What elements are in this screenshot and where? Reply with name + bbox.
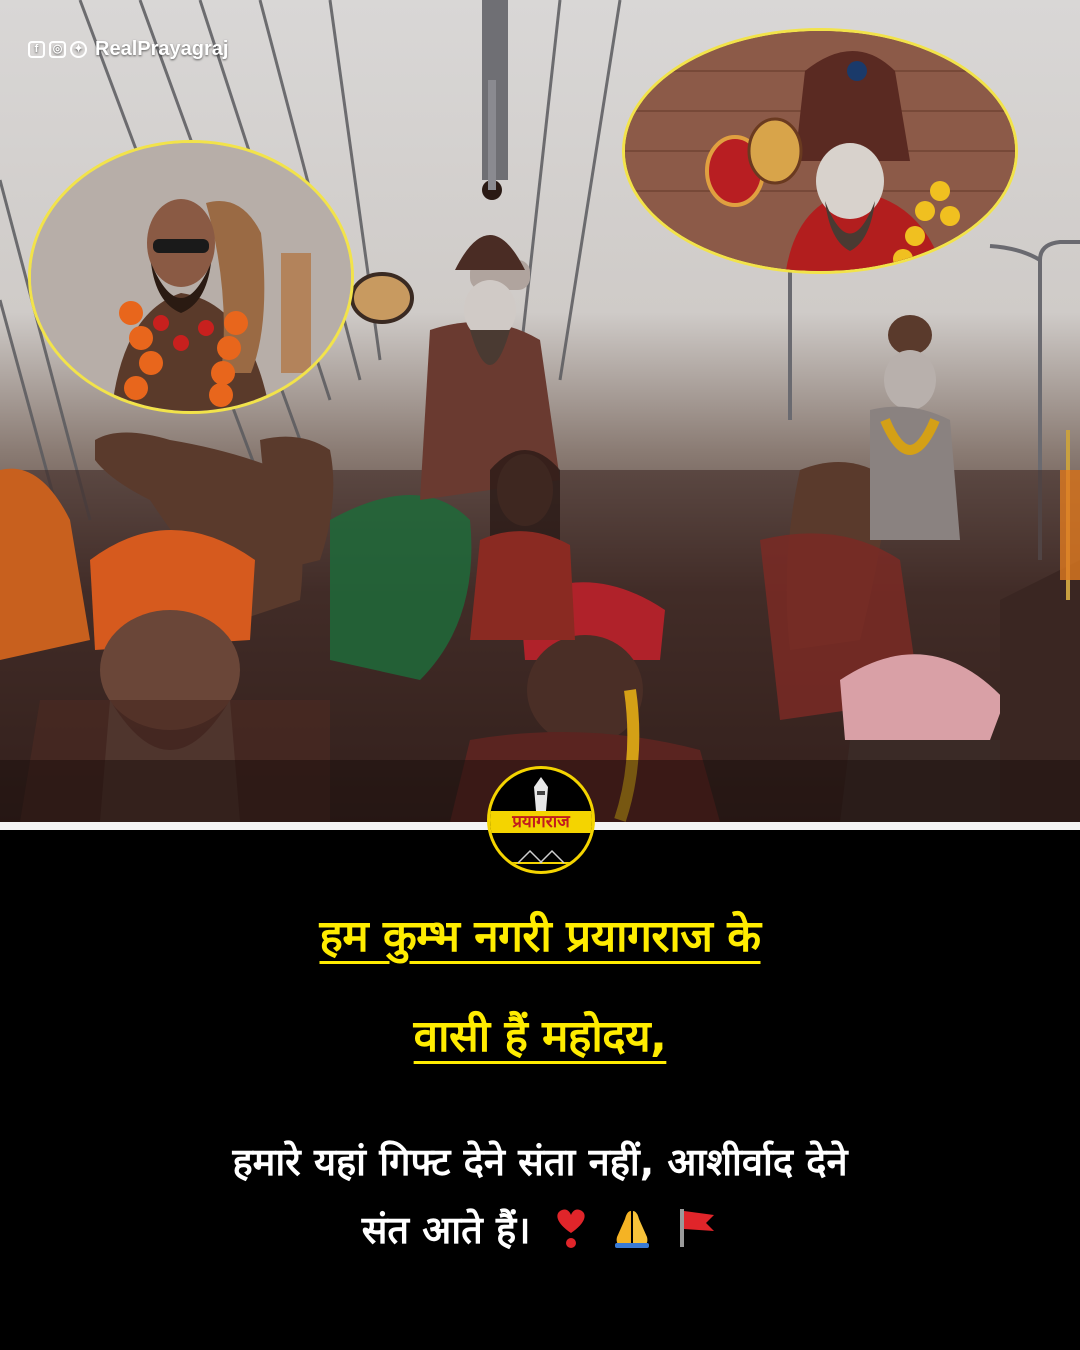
logo-title-band xyxy=(490,811,592,833)
headline-line-1-wrap xyxy=(0,911,1080,962)
clock-tower-icon xyxy=(528,777,554,811)
headline-line-2: वासी हैं महोदय, xyxy=(413,1011,667,1062)
inset-photo-sadhu-sunglasses xyxy=(28,140,354,414)
headline-line-2-wrap xyxy=(0,1011,1080,1062)
facebook-icon: f xyxy=(28,41,45,58)
twitter-icon: ✦ xyxy=(70,41,87,58)
social-handle-bar xyxy=(28,38,228,61)
body-line-2: संत आते हैं। xyxy=(361,1208,531,1252)
body-line-2-wrap xyxy=(0,1207,1080,1252)
body-line-1: हमारे यहां गिफ्ट देने संता नहीं, आशीर्वाद देने xyxy=(232,1140,848,1184)
decorative-pole xyxy=(1060,430,1080,600)
prayagraj-logo xyxy=(487,766,595,874)
red-flag-icon xyxy=(674,1207,718,1249)
folded-hands-icon xyxy=(611,1207,653,1249)
logo-title: प्रयागराज xyxy=(512,811,570,832)
inset-photo-sadhu-damru xyxy=(622,28,1018,274)
sadhu-sunglasses-image xyxy=(31,143,354,414)
social-handle-text: RealPrayagraj xyxy=(95,38,229,60)
right-sadhu xyxy=(870,315,960,540)
headline-line-1: हम कुम्भ नगरी प्रयागराज के xyxy=(319,911,761,962)
sadhu-damru-image xyxy=(625,31,1018,274)
instagram-icon: ◎ xyxy=(49,41,66,58)
heart-exclamation-icon xyxy=(552,1207,590,1249)
bridge-icon xyxy=(510,849,572,865)
